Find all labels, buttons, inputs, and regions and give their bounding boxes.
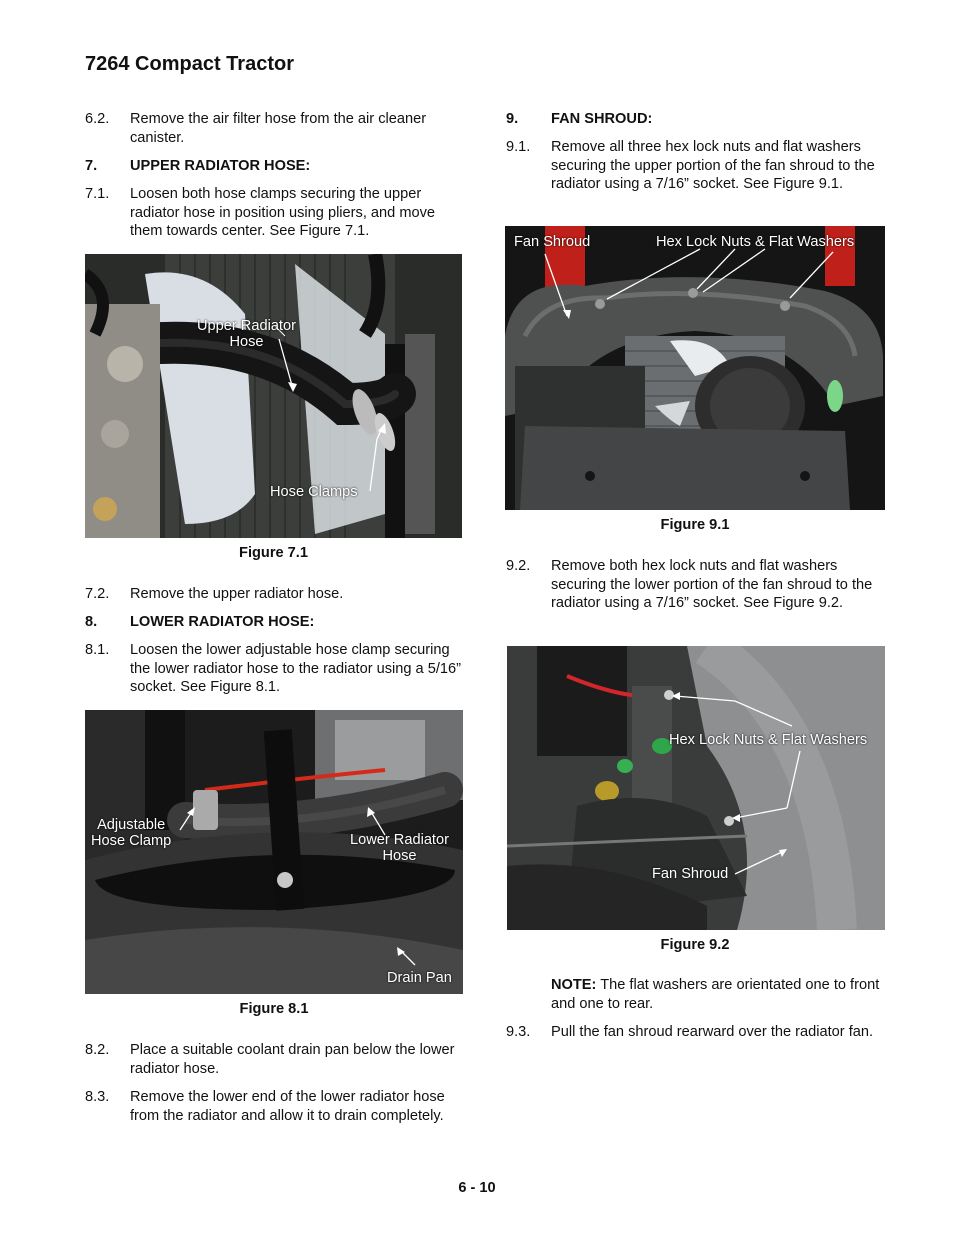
step-text: Remove both hex lock nuts and flat washers securing the lower portion of the fan shroud to the radiator using a 7/16” socket. See Figure 9.2. bbox=[551, 558, 873, 611]
label-hex-lock-nuts: Hex Lock Nuts & Flat Washers bbox=[669, 732, 868, 748]
step-number: 9.3. bbox=[506, 1024, 531, 1040]
figure-9-2-photo bbox=[507, 646, 885, 930]
step-number: 8.2. bbox=[85, 1042, 110, 1058]
label-upper-radiator-hose: Upper Radiator Hose bbox=[197, 318, 296, 350]
figure-9-1-photo bbox=[505, 226, 885, 510]
label-fan-shroud: Fan Shroud bbox=[514, 234, 591, 250]
step-text: Place a suitable coolant drain pan below the lower radiator hose. bbox=[130, 1042, 455, 1077]
label-lower-radiator-hose: Lower Radiator Hose bbox=[350, 832, 449, 864]
label-adjustable-hose-clamp: Adjustable Hose Clamp bbox=[91, 817, 172, 849]
section-heading: FAN SHROUD: bbox=[551, 111, 653, 127]
step-text: Remove the air filter hose from the air cleaner canister. bbox=[130, 111, 427, 146]
note-label: NOTE: bbox=[551, 977, 597, 993]
label-fan-shroud: Fan Shroud bbox=[652, 866, 729, 882]
label-hose-clamps: Hose Clamps bbox=[270, 484, 358, 500]
page-number: 6 - 10 bbox=[458, 1180, 496, 1196]
step-number: 9.1. bbox=[506, 139, 531, 155]
section-heading: UPPER RADIATOR HOSE: bbox=[130, 158, 311, 174]
step-text: Loosen both hose clamps securing the upper radiator hose in position using pliers, and move them towards center. See Figure 7.1. bbox=[130, 186, 436, 239]
label-drain-pan: Drain Pan bbox=[387, 970, 452, 986]
figure-9-2-caption: Figure 9.2 bbox=[660, 937, 730, 953]
section-number: 8. bbox=[85, 614, 98, 630]
figure-8-1-photo bbox=[85, 710, 463, 994]
step-text: Remove the upper radiator hose. bbox=[130, 586, 344, 602]
note-text: The flat washers are orientated one to front and one to rear. bbox=[551, 977, 880, 1012]
note bbox=[551, 976, 881, 1013]
figure-7-1-caption: Figure 7.1 bbox=[239, 545, 308, 561]
figure-8-1-caption: Figure 8.1 bbox=[239, 1001, 309, 1017]
step-number: 7.1. bbox=[85, 186, 110, 202]
step-number: 8.3. bbox=[85, 1089, 110, 1105]
section-number: 9. bbox=[506, 111, 519, 127]
page-title: 7264 Compact Tractor bbox=[85, 53, 294, 75]
step-text: Pull the fan shroud rearward over the radiator fan. bbox=[551, 1024, 874, 1040]
figure-7-1-photo bbox=[85, 254, 462, 538]
section-heading: LOWER RADIATOR HOSE: bbox=[130, 614, 315, 630]
step-text: Remove all three hex lock nuts and flat washers securing the upper portion of the fan shroud to the radiator using a 7/16” socket. See Figure 9.1. bbox=[551, 139, 875, 192]
figure-9-1-caption: Figure 9.1 bbox=[660, 517, 730, 533]
step-number: 6.2. bbox=[85, 111, 110, 127]
step-text: Remove the lower end of the lower radiator hose from the radiator and allow it to drain completely. bbox=[130, 1089, 445, 1124]
section-number: 7. bbox=[85, 158, 98, 174]
step-text: Loosen the lower adjustable hose clamp securing the lower radiator hose to the radiator using a 5/16” socket. See Figure 8.1. bbox=[130, 642, 461, 695]
step-number: 8.1. bbox=[85, 642, 110, 658]
label-hex-lock-nuts: Hex Lock Nuts & Flat Washers bbox=[656, 234, 855, 250]
step-number: 9.2. bbox=[506, 558, 531, 574]
step-number: 7.2. bbox=[85, 586, 110, 602]
